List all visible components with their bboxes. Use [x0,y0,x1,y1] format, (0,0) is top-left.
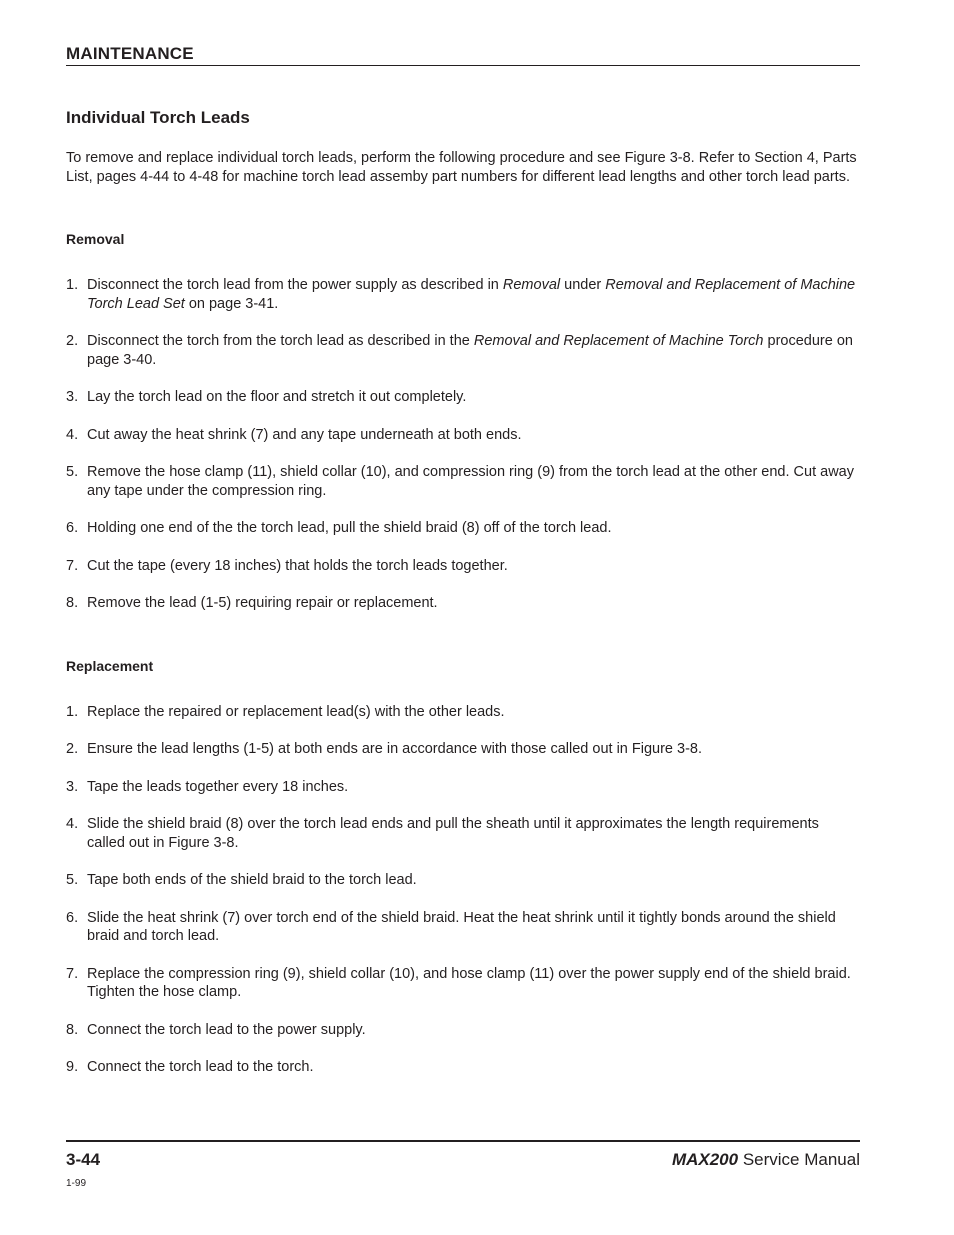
header-title: MAINTENANCE [66,44,194,63]
page-number: 3-44 [66,1150,101,1169]
section-title: Individual Torch Leads [66,108,250,127]
step-text: Tape the leads together every 18 inches. [87,778,349,795]
replacement-step [66,1058,860,1077]
replacement-step [66,1021,860,1040]
step-text: Connect the torch lead to the torch. [87,1059,314,1075]
removal-step [66,557,860,576]
revision-date: 1-99 [66,1178,87,1189]
manual-title [672,1150,860,1170]
removal-step [66,594,860,613]
step-text: Replace the compression ring (9), shield collar (10), and hose clamp (11) over the power supply end of the shield braid. Tighten the hose clamp. [87,965,851,1000]
removal-step [66,332,860,369]
step-text: Lay the torch lead on the floor and stretch it out completely. [87,389,467,405]
step-number: 5. [66,872,79,888]
removal-step [66,519,860,538]
replacement-step [66,740,860,759]
step-text: Disconnect the torch lead from the power supply as described in [87,277,503,293]
step-text: Tape both ends of the shield braid to the torch lead. [87,872,417,888]
step-text: Connect the torch lead to the power supply. [87,1021,366,1038]
step-text-italic: Removal and Replacement of Machine Torch [473,333,764,349]
step-text: under [560,277,606,293]
replacement-step [66,909,860,946]
step-text: Cut away the heat shrink (7) and any tape underneath at both ends. [87,426,522,443]
intro-paragraph: To remove and replace individual torch leads, perform the following procedure and see Figure 3-8. Refer to Section 4, Parts List, pages 4-44 to 4-48 for machine torch lead assemby part numbers for different lead lengths and other torch lead parts. [66,150,857,185]
step-text: Slide the shield braid (8) over the torch lead ends and pull the sheath until it approximates the length requirements called out in Figure 3-8. [87,816,819,851]
step-number: 6. [66,909,79,926]
step-number: 2. [66,741,79,757]
page-content [66,108,860,1077]
step-text-italic: Removal and Replacement of Machine Torch Lead Set [87,277,856,312]
step-text: Holding one end of the the torch lead, pull the shield braid (8) off of the torch lead. [87,520,612,536]
replacement-steps [66,703,860,1077]
step-number: 7. [66,965,79,982]
step-text-italic: Removal [502,277,561,293]
replacement-step [66,703,860,722]
step-number: 2. [66,333,79,349]
replacement-heading: Replacement [66,657,154,674]
removal-step [66,276,860,313]
step-text: Slide the heat shrink (7) over torch end of the shield braid. Heat the heat shrink until it tightly bonds around the shield braid and torch lead. [87,909,836,944]
step-text: Replace the repaired or replacement lead(s) with the other leads. [87,703,505,720]
step-number: 4. [66,426,79,443]
step-text: Remove the hose clamp (11), shield collar (10), and compression ring (9) from the torch lead at the other end. Cut away any tape under the compression ring. [87,464,854,499]
product-name: MAX200 [671,1150,739,1169]
replacement-step [66,965,860,1002]
replacement-step [66,871,860,890]
step-text: on page 3-41. [184,295,279,312]
step-text: Remove the lead (1-5) requiring repair or replacement. [87,595,438,611]
removal-heading: Removal [66,231,125,247]
step-number: 3. [66,778,79,795]
removal-step [66,463,860,500]
step-text: Ensure the lead lengths (1-5) at both ends are in accordance with those called out in Figure 3-8. [87,741,703,757]
removal-steps [66,276,860,613]
step-number: 5. [66,464,79,480]
step-number: 1. [66,277,79,293]
replacement-step [66,778,860,797]
removal-step [66,388,860,407]
step-number: 9. [66,1059,79,1075]
step-number: 8. [66,1021,79,1038]
step-number: 1. [66,703,79,720]
footer-rule [66,1140,860,1142]
removal-step [66,426,860,445]
step-text: Cut the tape (every 18 inches) that holds the torch leads together. [87,557,508,574]
step-number: 3. [66,389,79,405]
step-text: procedure on page 3-40. [87,333,853,368]
step-number: 7. [66,557,79,574]
header-rule [66,65,860,66]
step-number: 8. [66,595,79,611]
replacement-step [66,815,860,852]
step-number: 4. [66,816,79,832]
manual-name: Service Manual [742,1150,860,1169]
step-text: Disconnect the torch from the torch lead as described in the [87,333,474,349]
step-number: 6. [66,520,79,536]
